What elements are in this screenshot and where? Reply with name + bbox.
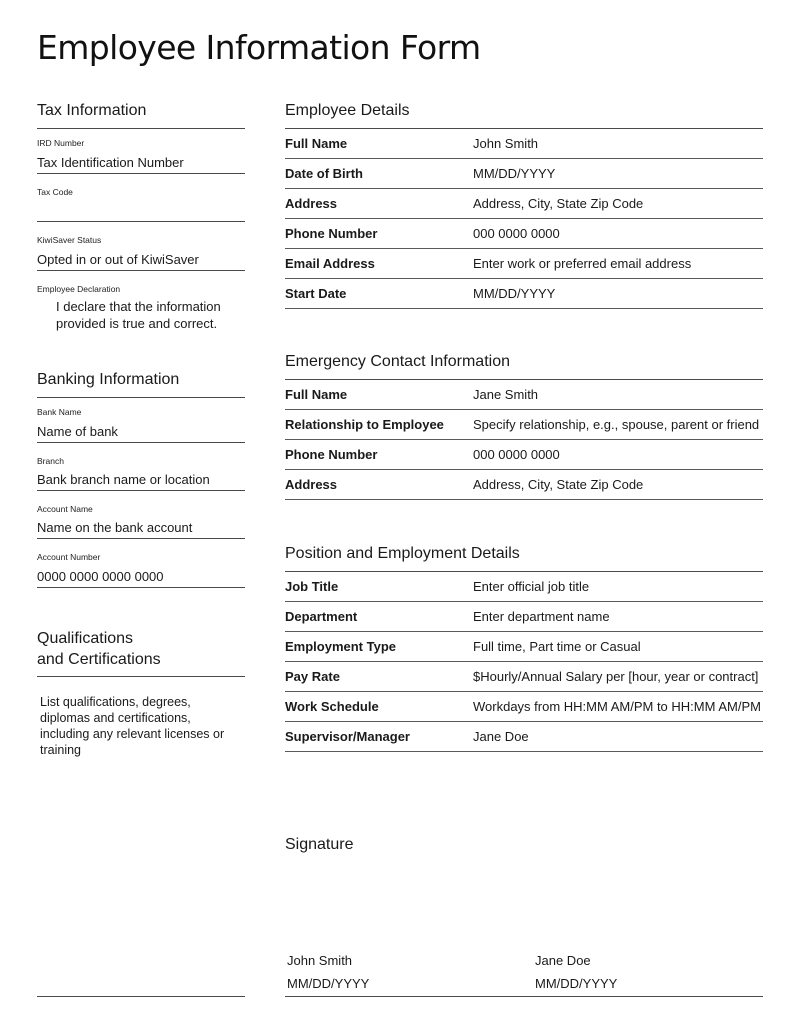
field-label: Work Schedule <box>285 699 379 714</box>
bank-name-field[interactable]: Name of bank <box>37 424 245 443</box>
divider <box>37 128 245 129</box>
date-of-birth-field[interactable]: MM/DD/YYYY <box>473 166 556 181</box>
kiwisaver-status-field[interactable]: Opted in or out of KiwiSaver <box>37 252 245 271</box>
position-heading: Position and Employment Details <box>285 545 520 562</box>
divider <box>37 397 245 398</box>
field-label: Relationship to Employee <box>285 417 444 432</box>
field-label: Full Name <box>285 387 348 402</box>
tax-code-field[interactable] <box>37 203 245 222</box>
tax-info-heading: Tax Information <box>37 102 147 119</box>
field-label: Pay Rate <box>285 669 340 684</box>
table-row <box>285 440 763 470</box>
table-row <box>285 470 763 500</box>
account-name-label: Account Name <box>37 504 93 514</box>
tax-code-label: Tax Code <box>37 187 73 197</box>
field-label: Phone Number <box>285 447 378 462</box>
qualifications-text-line: List qualifications, degrees, <box>40 695 191 709</box>
field-label: Job Title <box>285 579 339 594</box>
field-label: Full Name <box>285 136 348 151</box>
qualifications-heading-line1: Qualifications <box>37 630 134 647</box>
field-label: Address <box>285 196 338 211</box>
field-label: Email Address <box>285 256 375 271</box>
table-row <box>285 129 763 159</box>
divider <box>37 676 245 677</box>
address-field[interactable]: Address, City, State Zip Code <box>473 196 644 211</box>
table-row <box>285 189 763 219</box>
qualifications-text-line: training <box>40 743 81 757</box>
signature-heading: Signature <box>285 836 354 853</box>
account-number-field[interactable]: 0000 0000 0000 0000 <box>37 569 245 588</box>
field-label: Supervisor/Manager <box>285 729 410 744</box>
emergency-contact-section <box>285 351 763 492</box>
account-name-field[interactable]: Name on the bank account <box>37 520 245 539</box>
field-label: Date of Birth <box>285 166 363 181</box>
field-label: Phone Number <box>285 226 378 241</box>
qualifications-text-line: including any relevant licenses or <box>40 727 225 741</box>
bank-name-label: Bank Name <box>37 407 82 417</box>
table-row <box>285 219 763 249</box>
manager-signature-date[interactable]: MM/DD/YYYY <box>535 976 618 991</box>
table-row <box>285 572 763 602</box>
kiwisaver-status-label: KiwiSaver Status <box>37 235 102 245</box>
start-date-field[interactable]: MM/DD/YYYY <box>473 286 556 301</box>
banking-info-heading: Banking Information <box>37 371 180 388</box>
ird-number-field[interactable]: Tax Identification Number <box>37 155 245 174</box>
table-row <box>285 632 763 662</box>
table-row <box>285 410 763 440</box>
signature-area[interactable] <box>285 870 763 950</box>
field-label: Department <box>285 609 358 624</box>
declaration-text-line2: provided is true and correct. <box>56 316 218 331</box>
declaration-text-line1: I declare that the information <box>56 299 221 314</box>
table-row <box>285 279 763 309</box>
account-number-label: Account Number <box>37 552 101 562</box>
job-title-field[interactable]: Enter official job title <box>473 579 590 594</box>
qualifications-heading-line2: and Certifications <box>37 651 161 668</box>
table-row <box>285 249 763 279</box>
emergency-address-field[interactable]: Address, City, State Zip Code <box>473 477 644 492</box>
position-section <box>285 543 763 744</box>
ird-number-label: IRD Number <box>37 138 85 148</box>
field-label: Start Date <box>285 286 347 301</box>
table-row <box>285 380 763 410</box>
employee-details-heading: Employee Details <box>285 102 410 119</box>
table-row <box>285 722 763 752</box>
employment-type-field[interactable]: Full time, Part time or Casual <box>473 639 641 654</box>
branch-label: Branch <box>37 456 64 466</box>
page-title: Employee Information Form <box>37 28 481 67</box>
full-name-field[interactable]: John Smith <box>473 136 539 151</box>
phone-number-field[interactable]: 000 0000 0000 <box>473 226 560 241</box>
employee-declaration-label: Employee Declaration <box>37 284 121 294</box>
table-row <box>285 159 763 189</box>
qualifications-text-line: diplomas and certifications, <box>40 711 191 725</box>
supervisor-field[interactable]: Jane Doe <box>473 729 529 744</box>
email-address-field[interactable]: Enter work or preferred email address <box>473 256 692 271</box>
relationship-field[interactable]: Specify relationship, e.g., spouse, parent or friend <box>473 417 760 432</box>
emergency-phone-field[interactable]: 000 0000 0000 <box>473 447 560 462</box>
employee-signature-date[interactable]: MM/DD/YYYY <box>287 976 370 991</box>
department-field[interactable]: Enter department name <box>473 609 610 624</box>
field-label: Employment Type <box>285 639 397 654</box>
branch-field[interactable]: Bank branch name or location <box>37 472 245 491</box>
employee-details-section <box>285 100 763 301</box>
table-row <box>285 692 763 722</box>
qualifications-text-area[interactable] <box>40 694 250 758</box>
table-row <box>285 662 763 692</box>
signature-line <box>285 996 763 997</box>
manager-signature-name: Jane Doe <box>535 953 591 968</box>
signature-line-left <box>37 996 245 997</box>
emergency-full-name-field[interactable]: Jane Smith <box>473 387 539 402</box>
employee-signature-name: John Smith <box>287 953 353 968</box>
emergency-contact-heading: Emergency Contact Information <box>285 353 510 370</box>
pay-rate-field[interactable]: $Hourly/Annual Salary per [hour, year or contract] <box>473 669 759 684</box>
field-label: Address <box>285 477 338 492</box>
table-row <box>285 602 763 632</box>
work-schedule-field[interactable]: Workdays from HH:MM AM/PM to HH:MM AM/PM <box>473 699 761 714</box>
